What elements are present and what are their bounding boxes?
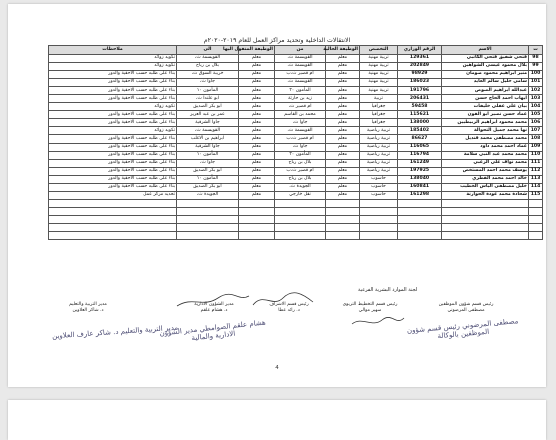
cell-job: معلم bbox=[326, 55, 360, 63]
cell-id: 98929 bbox=[398, 71, 442, 79]
cell-n: 112 bbox=[529, 167, 543, 175]
cell-job-to: معلم bbox=[239, 151, 275, 159]
empty-cell bbox=[326, 215, 360, 223]
empty-cell bbox=[326, 232, 360, 240]
committee-label: لجنة الموارد البشرية الفرعية bbox=[358, 287, 418, 293]
signature-title: رئيس قسم شؤون الموظفين bbox=[438, 302, 494, 307]
column-header: ملاحظات bbox=[49, 46, 177, 55]
cell-from: ام قصير ث،ب bbox=[275, 167, 326, 175]
cell-id: 129361 bbox=[398, 55, 442, 63]
empty-cell bbox=[398, 207, 442, 215]
cell-from: نقل خارجي bbox=[275, 191, 326, 199]
cell-n: 106 bbox=[529, 119, 543, 127]
cell-spec: جغرافيا bbox=[360, 119, 398, 127]
cell-to: المأمون ١٠ bbox=[177, 151, 239, 159]
signature-name: د. رائد عطا bbox=[278, 308, 300, 313]
cell-job: معلم bbox=[326, 151, 360, 159]
column-header: الاسم bbox=[442, 46, 529, 55]
column-header: الوظيفة الحالية bbox=[326, 46, 360, 55]
empty-cell bbox=[239, 215, 275, 223]
empty-table-row bbox=[49, 207, 543, 215]
cell-notes: بناء على طلبه حسب الاحقية والدور bbox=[49, 111, 177, 119]
empty-table-row bbox=[49, 215, 543, 223]
table-row bbox=[49, 63, 543, 71]
hr-stamp bbox=[403, 317, 524, 343]
empty-cell bbox=[360, 232, 398, 240]
empty-cell bbox=[275, 199, 326, 207]
cell-to: القويسمة ث، bbox=[177, 127, 239, 135]
cell-job-to: معلم bbox=[239, 95, 275, 103]
cell-job-to: معلم bbox=[239, 87, 275, 95]
cell-job: معلم bbox=[326, 63, 360, 71]
cell-from: الجويدة ث، bbox=[275, 183, 326, 191]
cell-notes: بناء على طلبه حسب الاحقية والدور bbox=[49, 151, 177, 159]
document-title: الانتقالات الداخلية وتحديد مراكز العمل للعام ٢٠١٩-٢٠٢٠م bbox=[203, 37, 351, 44]
cell-to: جاوا ث، bbox=[177, 79, 239, 87]
cell-job-to: معلم bbox=[239, 55, 275, 63]
empty-cell bbox=[360, 215, 398, 223]
empty-cell bbox=[360, 207, 398, 215]
cell-from: القويسمة ث، bbox=[275, 127, 326, 135]
cell-to: الجويدة ث، bbox=[177, 191, 239, 199]
cell-job: معلم bbox=[326, 127, 360, 135]
table-row bbox=[49, 151, 543, 159]
cell-job-to: معلم bbox=[239, 183, 275, 191]
cell-notes: بناء على طلبه حسب الاحقية والدور bbox=[49, 175, 177, 183]
cell-job-to: معلم bbox=[239, 103, 275, 111]
cell-job-to: معلم bbox=[239, 119, 275, 127]
cell-name: بيان علي عقلي خليفات bbox=[442, 103, 529, 111]
cell-notes: بناء على طلبه حسب الاحقية والدور bbox=[49, 71, 177, 79]
empty-cell bbox=[442, 223, 529, 231]
cell-job: معلم bbox=[326, 159, 360, 167]
cell-notes: بناء على طلبه حسب الاحقية والدور bbox=[49, 119, 177, 127]
cell-spec: تربية مهنية bbox=[360, 55, 398, 63]
hr-stamp-text: مصطفى المرضوني رئيس قسم شؤون الموظفين بالوكالة bbox=[406, 317, 519, 341]
cell-job: معلم bbox=[326, 167, 360, 175]
cell-from: جاوا ث، bbox=[275, 143, 326, 151]
cell-notes: تكويد زوائد bbox=[49, 55, 177, 63]
admin-stamp bbox=[157, 318, 268, 345]
cell-job: معلم bbox=[326, 143, 360, 151]
cell-n: 111 bbox=[529, 159, 543, 167]
cell-from: زيد بن حارثة bbox=[275, 95, 326, 103]
cell-job: معلم bbox=[326, 95, 360, 103]
cell-notes: تحديد مركز عمل bbox=[49, 191, 177, 199]
empty-cell bbox=[177, 215, 239, 223]
cell-job: معلم bbox=[326, 87, 360, 95]
signature-title: مدير التربية والتعليم bbox=[69, 302, 107, 307]
empty-cell bbox=[442, 207, 529, 215]
cell-to: ابراهيم بن الاغلب bbox=[177, 135, 239, 143]
cell-spec: حاسوب bbox=[360, 175, 398, 183]
cell-from: ام قصير ث،ب bbox=[275, 135, 326, 143]
cell-spec: تربية رياضية bbox=[360, 143, 398, 151]
column-header: التخصص bbox=[360, 46, 398, 55]
cell-spec: تربية مهنية bbox=[360, 71, 398, 79]
table-row bbox=[49, 95, 543, 103]
cell-notes: بناء على طلبه حسب الاحقية والدور bbox=[49, 159, 177, 167]
empty-cell bbox=[398, 232, 442, 240]
cell-name: محمد نواف علي الزعبي bbox=[442, 159, 529, 167]
column-header: الى bbox=[177, 46, 239, 55]
empty-cell bbox=[49, 223, 177, 231]
empty-cell bbox=[442, 215, 529, 223]
table-row bbox=[49, 135, 543, 143]
cell-id: 191796 bbox=[398, 87, 442, 95]
director-stamp-text: مدير التربية والتعليم د. شاكر عارف العلاوين bbox=[51, 323, 179, 341]
signature-scribble bbox=[173, 292, 253, 312]
cell-id: 138000 bbox=[398, 119, 442, 127]
cell-from: جاوا ث، bbox=[275, 119, 326, 127]
cell-id: 116065 bbox=[398, 143, 442, 151]
empty-table-row bbox=[49, 199, 543, 207]
cell-id: 160841 bbox=[398, 183, 442, 191]
cell-name: عماد حسن نصير ابو القون bbox=[442, 111, 529, 119]
cell-notes: تكويد زوائد bbox=[49, 63, 177, 71]
empty-cell bbox=[239, 232, 275, 240]
cell-job: معلم bbox=[326, 175, 360, 183]
cell-name: محمد محمود ابراهيم الزبيطيين bbox=[442, 119, 529, 127]
empty-cell bbox=[49, 199, 177, 207]
empty-cell bbox=[529, 207, 543, 215]
cell-to: جاوا ث، bbox=[177, 159, 239, 167]
cell-to: جاوا الشرقية bbox=[177, 119, 239, 127]
column-header: الوظيفة المنقول اليها bbox=[239, 46, 275, 55]
empty-cell bbox=[49, 232, 177, 240]
cell-spec: حاسوب bbox=[360, 183, 398, 191]
cell-notes: بناء على طلبه حسب الاحقية والدور bbox=[49, 143, 177, 151]
empty-cell bbox=[360, 223, 398, 231]
cell-spec: تربية مهنية bbox=[360, 63, 398, 71]
cell-notes: بناء على طلبه حسب الاحقية والدور bbox=[49, 167, 177, 175]
cell-n: 99 bbox=[529, 63, 543, 71]
cell-n: 98 bbox=[529, 55, 543, 63]
empty-cell bbox=[275, 215, 326, 223]
empty-cell bbox=[398, 223, 442, 231]
empty-table-row bbox=[49, 232, 543, 240]
empty-table-row bbox=[49, 223, 543, 231]
cell-name: ايهاب احمد الحاج حسن bbox=[442, 95, 529, 103]
cell-n: 107 bbox=[529, 127, 543, 135]
cell-n: 114 bbox=[529, 183, 543, 191]
cell-spec: جغرافيا bbox=[360, 111, 398, 119]
cell-from: بلال بن رباح bbox=[275, 175, 326, 183]
cell-job-to: معلم bbox=[239, 79, 275, 87]
cell-name: عماد احمد محمد داود bbox=[442, 143, 529, 151]
empty-cell bbox=[177, 207, 239, 215]
cell-name: محمد محمد عبد النبي سلامة bbox=[442, 151, 529, 159]
cell-name: محمد مصطفى محمد قنديل bbox=[442, 135, 529, 143]
cell-job-to: معلم bbox=[239, 167, 275, 175]
empty-cell bbox=[239, 207, 275, 215]
cell-from: ام قصير ث،ب bbox=[275, 71, 326, 79]
empty-cell bbox=[239, 199, 275, 207]
cell-to: المأمون ١٠ bbox=[177, 87, 239, 95]
cell-from: القويسمة ث، bbox=[275, 63, 326, 71]
table-row bbox=[49, 175, 543, 183]
table-row bbox=[49, 119, 543, 127]
table-row bbox=[49, 159, 543, 167]
cell-from: القويسمة ث، bbox=[275, 55, 326, 63]
table-row bbox=[49, 55, 543, 63]
cell-job-to: معلم bbox=[239, 191, 275, 199]
cell-from: محمد بن القاسم bbox=[275, 111, 326, 119]
cell-name: بلال محمود عيسى الشواهين bbox=[442, 63, 529, 71]
cell-job: معلم bbox=[326, 103, 360, 111]
table-row bbox=[49, 127, 543, 135]
signature-title: رئيس قسم التخطيط التربوي bbox=[342, 302, 398, 307]
signature-block-education-director bbox=[48, 302, 128, 314]
document-page bbox=[8, 4, 546, 387]
cell-n: 115 bbox=[529, 191, 543, 199]
cell-id: 116794 bbox=[398, 151, 442, 159]
empty-cell bbox=[360, 199, 398, 207]
cell-id: 161298 bbox=[398, 191, 442, 199]
cell-to: ابو علندا ث، bbox=[177, 95, 239, 103]
cell-to: القويسمة ث، bbox=[177, 55, 239, 63]
cell-from: المأمون ٢٠ bbox=[275, 87, 326, 95]
cell-job: معلم bbox=[326, 119, 360, 127]
empty-cell bbox=[398, 199, 442, 207]
empty-cell bbox=[49, 215, 177, 223]
signature-name: د. شاكر العلاوين bbox=[72, 308, 104, 313]
table-row bbox=[49, 167, 543, 175]
cell-to: ابو بكر الصديق bbox=[177, 103, 239, 111]
empty-cell bbox=[442, 232, 529, 240]
cell-job: معلم bbox=[326, 79, 360, 87]
table-row bbox=[49, 183, 543, 191]
cell-name: شحادة محمد عودة الحوارنة bbox=[442, 191, 529, 199]
empty-cell bbox=[49, 207, 177, 215]
empty-cell bbox=[529, 199, 543, 207]
empty-cell bbox=[275, 232, 326, 240]
cell-name: منير ابراهيم محمود صومان bbox=[442, 71, 529, 79]
cell-name: عبدالله ابراهيم الصوص bbox=[442, 87, 529, 95]
cell-notes: بناء على طلبه حسب الاحقية والدور bbox=[49, 135, 177, 143]
signature-block-planning-head bbox=[330, 302, 410, 314]
transfers-table bbox=[48, 45, 543, 240]
cell-job-to: معلم bbox=[239, 159, 275, 167]
cell-n: 101 bbox=[529, 79, 543, 87]
cell-job-to: معلم bbox=[239, 135, 275, 143]
cell-id: 186023 bbox=[398, 79, 442, 87]
cell-name: يوسف محمد احمد المستخص bbox=[442, 167, 529, 175]
cell-job: معلم bbox=[326, 191, 360, 199]
cell-name: خالد احمد محمد القطري bbox=[442, 175, 529, 183]
signature-name: مصطفى المرضوني bbox=[447, 308, 485, 313]
table-header-row bbox=[49, 46, 543, 55]
signature-title: رئيس قسم الاشراف bbox=[269, 302, 309, 307]
cell-id: 206431 bbox=[398, 95, 442, 103]
cell-n: 103 bbox=[529, 95, 543, 103]
cell-job: معلم bbox=[326, 135, 360, 143]
cell-spec: تربية رياضية bbox=[360, 167, 398, 175]
cell-to: عمر بن عبد العزيز bbox=[177, 111, 239, 119]
cell-job: معلم bbox=[326, 71, 360, 79]
cell-notes: بناء على طلبه حسب الاحقية والدور bbox=[49, 95, 177, 103]
empty-cell bbox=[529, 223, 543, 231]
cell-name: سامي خليل سالم العايد bbox=[442, 79, 529, 87]
column-header: من bbox=[275, 46, 326, 55]
cell-n: 102 bbox=[529, 87, 543, 95]
cell-id: 161249 bbox=[398, 159, 442, 167]
signature-block-hr-head bbox=[426, 302, 506, 314]
cell-id: 138040 bbox=[398, 175, 442, 183]
signature-name: سهير موالي bbox=[358, 308, 382, 313]
empty-cell bbox=[529, 232, 543, 240]
cell-from: ام قصير ث، bbox=[275, 103, 326, 111]
cell-spec: تربية مهنية bbox=[360, 87, 398, 95]
cell-n: 108 bbox=[529, 135, 543, 143]
cell-job: معلم bbox=[326, 183, 360, 191]
cell-notes: بناء على طلبه حسب الاحقية والدور bbox=[49, 87, 177, 95]
signature-scribble bbox=[348, 314, 408, 330]
empty-cell bbox=[239, 223, 275, 231]
cell-job-to: معلم bbox=[239, 127, 275, 135]
cell-n: 110 bbox=[529, 151, 543, 159]
empty-cell bbox=[326, 199, 360, 207]
table-row bbox=[49, 103, 543, 111]
table-row bbox=[49, 79, 543, 87]
cell-name: نها محمد جميل التحوالة bbox=[442, 127, 529, 135]
signature-name: د. هشام علقم bbox=[200, 308, 228, 313]
cell-to: بلال بن رباح bbox=[177, 63, 239, 71]
signature-scribble bbox=[248, 290, 318, 310]
cell-to: ابو بكر الصديق bbox=[177, 167, 239, 175]
cell-from: بلال بن رباح bbox=[275, 159, 326, 167]
table-row bbox=[49, 71, 543, 79]
admin-stamp-text: هشام علقم الصوامطي مدير الشؤون الادارية والمالية bbox=[159, 318, 267, 343]
cell-job: معلم bbox=[326, 111, 360, 119]
cell-name: خليل مصطفى الياس الخطيب bbox=[442, 183, 529, 191]
cell-notes: تكويد زوائد bbox=[49, 103, 177, 111]
cell-job-to: معلم bbox=[239, 63, 275, 71]
page-number: 4 bbox=[275, 365, 279, 371]
cell-notes: بناء على طلبه حسب الاحقية والدور bbox=[49, 183, 177, 191]
cell-to: جاوا الشرقية bbox=[177, 143, 239, 151]
cell-from: القويسمة ث، bbox=[275, 79, 326, 87]
empty-cell bbox=[177, 199, 239, 207]
cell-to: ابو بكر الصديق bbox=[177, 183, 239, 191]
cell-to: خريبة السوق ث، bbox=[177, 71, 239, 79]
empty-cell bbox=[529, 215, 543, 223]
cell-spec: حاسوب bbox=[360, 191, 398, 199]
empty-cell bbox=[275, 207, 326, 215]
cell-id: 202849 bbox=[398, 63, 442, 71]
cell-job-to: معلم bbox=[239, 175, 275, 183]
cell-id: 86627 bbox=[398, 135, 442, 143]
table-row bbox=[49, 111, 543, 119]
signature-title: مدير الشؤون الادارية bbox=[194, 302, 234, 307]
empty-cell bbox=[326, 223, 360, 231]
cell-spec: تربية مهنية bbox=[360, 79, 398, 87]
cell-job-to: معلم bbox=[239, 71, 275, 79]
empty-cell bbox=[177, 232, 239, 240]
column-header: ت bbox=[529, 46, 543, 55]
empty-cell bbox=[177, 223, 239, 231]
empty-cell bbox=[275, 223, 326, 231]
cell-name: فتحي شفيق فتحي الكاتبي bbox=[442, 55, 529, 63]
empty-cell bbox=[398, 215, 442, 223]
column-header: الرقم الوزاري bbox=[398, 46, 442, 55]
table-row bbox=[49, 87, 543, 95]
next-page-preview bbox=[8, 400, 546, 440]
empty-cell bbox=[442, 199, 529, 207]
cell-spec: تربية رياضية bbox=[360, 135, 398, 143]
cell-n: 105 bbox=[529, 111, 543, 119]
cell-id: 185402 bbox=[398, 127, 442, 135]
cell-spec: تربية bbox=[360, 95, 398, 103]
cell-n: 100 bbox=[529, 71, 543, 79]
table-row bbox=[49, 191, 543, 199]
cell-n: 109 bbox=[529, 143, 543, 151]
cell-id: 59458 bbox=[398, 103, 442, 111]
cell-to: المأمون ١٠ bbox=[177, 175, 239, 183]
cell-id: 197925 bbox=[398, 167, 442, 175]
table-row bbox=[49, 143, 543, 151]
cell-spec: تربية رياضية bbox=[360, 151, 398, 159]
cell-spec: تربية رياضية bbox=[360, 159, 398, 167]
empty-cell bbox=[326, 207, 360, 215]
cell-notes: تكويد زوائد bbox=[49, 127, 177, 135]
cell-n: 104 bbox=[529, 103, 543, 111]
cell-spec: جغرافيا bbox=[360, 103, 398, 111]
cell-job-to: معلم bbox=[239, 143, 275, 151]
cell-id: 115621 bbox=[398, 111, 442, 119]
cell-notes: بناء على طلبه حسب الاحقية والدور bbox=[49, 79, 177, 87]
cell-job-to: معلم bbox=[239, 111, 275, 119]
cell-n: 113 bbox=[529, 175, 543, 183]
cell-spec: تربية رياضية bbox=[360, 127, 398, 135]
cell-from: المأمون ٢٠ bbox=[275, 151, 326, 159]
